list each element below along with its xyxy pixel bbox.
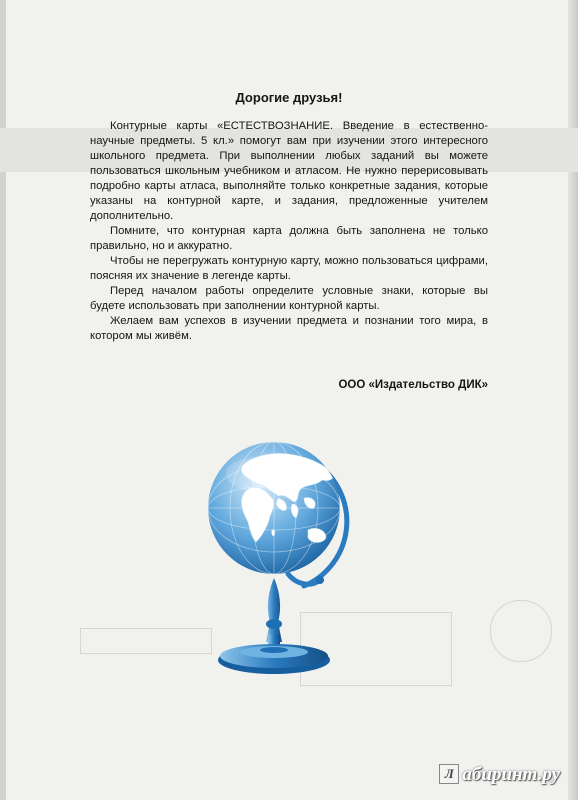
watermark-logo-icon: Л [439,764,459,784]
globe-icon [204,438,354,700]
watermark-text: абиринт.ру [462,764,560,785]
intro-letter [90,90,488,405]
letter-paragraph: Чтобы не перегружать контурную карту, можно пользоваться цифрами, поясняя их значение в легенде карты. [90,255,488,282]
site-watermark [439,764,560,786]
bleed-through-circle [490,600,552,662]
page-edge-shadow-left [0,0,6,800]
letter-paragraph: Желаем вам успехов в изучении предмета и познании того мира, в котором мы живём. [90,315,488,342]
bleed-through-box [80,628,212,654]
letter-paragraph: Контурные карты «ЕСТЕСТВОЗНАНИЕ. Введение в естественно-научные предметы. 5 кл.» помогут вам при изучении этого интересного школьного предмета. При выполнении любых заданий вы можете пользоваться школьным учебником и атласом. Не нужно перерисовывать подробно карты атласа, выполняйте только конкретные задания, которые указаны на контурной карте, и задания, предложенные учителем дополнительно. [90,120,488,222]
letter-heading: Дорогие друзья! [235,90,343,105]
page-edge-shadow-right [568,0,578,800]
globe-illustration [204,438,354,700]
letter-paragraph: Помните, что контурная карта должна быть заполнена не только правильно, но и аккуратно. [90,225,488,252]
letter-paragraph: Перед началом работы определите условные знаки, которые вы будете использовать при заполнении контурной карты. [90,285,488,312]
publisher-signature: ООО «Издательство ДИК» [338,379,488,391]
